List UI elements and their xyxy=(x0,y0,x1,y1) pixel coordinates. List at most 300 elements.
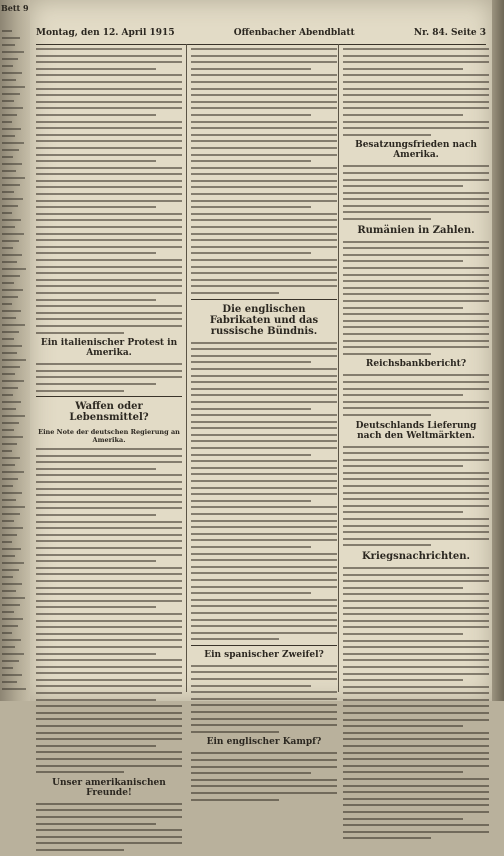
text-line xyxy=(343,274,489,276)
text-line xyxy=(2,128,21,130)
text-line xyxy=(343,353,431,355)
text-line xyxy=(343,260,463,262)
text-line xyxy=(2,51,24,53)
text-line xyxy=(36,325,182,327)
article-body-text xyxy=(343,48,489,136)
text-line xyxy=(191,612,337,614)
text-line xyxy=(343,640,489,642)
article-headline: Ein italienischer Protest in Amerika. xyxy=(40,338,178,359)
text-line xyxy=(191,180,337,182)
text-line xyxy=(343,127,489,129)
text-line xyxy=(36,527,182,529)
masthead xyxy=(36,28,486,45)
text-line xyxy=(2,156,13,158)
text-line xyxy=(36,68,156,70)
text-line xyxy=(343,94,489,96)
text-line xyxy=(36,154,182,156)
text-line xyxy=(343,778,489,780)
text-line xyxy=(191,487,337,489)
text-line xyxy=(2,100,14,102)
text-line xyxy=(343,134,431,136)
article-body-text xyxy=(343,567,489,839)
text-line xyxy=(2,443,17,445)
book-binding xyxy=(492,0,504,701)
text-line xyxy=(36,547,182,549)
text-line xyxy=(36,318,182,320)
text-line xyxy=(36,127,182,129)
text-line xyxy=(36,481,182,483)
text-line xyxy=(36,620,182,622)
text-line xyxy=(343,719,489,721)
issue-date: Montag, den 12. April 1915 xyxy=(36,28,175,38)
article-divider xyxy=(36,396,182,397)
text-line xyxy=(2,338,14,340)
text-line xyxy=(191,55,337,57)
text-line xyxy=(343,205,489,207)
text-line xyxy=(2,184,20,186)
text-line xyxy=(343,824,489,826)
text-line xyxy=(2,380,24,382)
text-line xyxy=(36,488,182,490)
text-line xyxy=(36,332,124,334)
text-line xyxy=(2,93,20,95)
text-line xyxy=(36,842,182,844)
text-line xyxy=(343,518,489,520)
text-line xyxy=(191,368,337,370)
text-line xyxy=(191,766,337,768)
article-headline: Ein englischer Kampf? xyxy=(206,737,322,748)
text-line xyxy=(36,823,156,825)
text-line xyxy=(2,37,20,39)
text-line xyxy=(191,147,337,149)
text-line xyxy=(343,346,489,348)
text-line xyxy=(191,361,311,363)
text-line xyxy=(36,94,182,96)
text-line xyxy=(2,296,18,298)
text-line xyxy=(191,266,337,268)
article-headline: Kriegsnachrichten. xyxy=(361,551,470,562)
text-line xyxy=(36,160,156,162)
text-line xyxy=(36,507,182,509)
text-line xyxy=(191,88,337,90)
text-line xyxy=(36,514,156,516)
text-line xyxy=(191,94,337,96)
text-line xyxy=(343,633,463,635)
text-line xyxy=(191,599,337,601)
text-line xyxy=(343,771,463,773)
text-line xyxy=(36,829,182,831)
text-line xyxy=(191,48,337,50)
text-line xyxy=(2,576,13,578)
text-line xyxy=(191,154,337,156)
column-right xyxy=(343,48,489,844)
text-line xyxy=(36,626,182,628)
text-line xyxy=(191,440,337,442)
text-line xyxy=(36,809,182,811)
column-middle xyxy=(191,48,337,805)
text-line xyxy=(191,619,337,621)
text-line xyxy=(343,55,489,57)
text-line xyxy=(36,200,182,202)
text-line xyxy=(2,625,18,627)
text-line xyxy=(36,299,156,301)
text-line xyxy=(2,681,17,683)
text-line xyxy=(343,185,463,187)
text-line xyxy=(191,226,337,228)
text-line xyxy=(343,525,489,527)
text-line xyxy=(191,342,337,344)
text-line xyxy=(2,387,18,389)
text-line xyxy=(191,671,337,673)
text-line xyxy=(191,140,337,142)
text-line xyxy=(36,653,156,655)
article-headline: Besatzungsfrieden nach Amerika. xyxy=(355,140,477,161)
text-line xyxy=(191,239,337,241)
text-line xyxy=(343,478,489,480)
article-body-text xyxy=(36,363,182,391)
text-line xyxy=(2,79,16,81)
text-line xyxy=(2,653,24,655)
text-line xyxy=(343,68,463,70)
text-line xyxy=(2,373,15,375)
text-line xyxy=(343,679,463,681)
text-line xyxy=(2,499,16,501)
text-line xyxy=(343,804,489,806)
text-line xyxy=(343,333,489,335)
text-line xyxy=(36,134,182,136)
article-divider xyxy=(191,645,337,646)
text-line xyxy=(343,659,489,661)
text-line xyxy=(2,205,18,207)
text-line xyxy=(191,500,311,502)
text-line xyxy=(36,560,156,562)
text-line xyxy=(2,513,20,515)
text-line xyxy=(36,167,182,169)
text-line xyxy=(36,593,182,595)
text-line xyxy=(2,303,12,305)
text-line xyxy=(343,401,489,403)
text-line xyxy=(2,352,17,354)
text-line xyxy=(343,811,489,813)
text-line xyxy=(2,527,23,529)
text-line xyxy=(2,464,15,466)
text-line xyxy=(343,485,489,487)
text-line xyxy=(343,725,463,727)
text-line xyxy=(343,74,489,76)
issue-and-page: Nr. 84. Seite 3 xyxy=(413,28,486,38)
text-line xyxy=(2,583,22,585)
text-line xyxy=(343,179,489,181)
text-line xyxy=(191,434,337,436)
text-line xyxy=(36,803,182,805)
text-line xyxy=(191,460,337,462)
text-line xyxy=(191,779,337,781)
text-line xyxy=(191,74,337,76)
text-line xyxy=(343,465,463,467)
text-line xyxy=(2,191,14,193)
adjacent-page-label: Bett 9 xyxy=(1,3,29,13)
text-line xyxy=(343,287,489,289)
text-line xyxy=(2,317,16,319)
text-line xyxy=(343,459,489,461)
text-line xyxy=(2,233,24,235)
text-line xyxy=(36,672,182,674)
text-line xyxy=(343,381,489,383)
text-line xyxy=(191,186,337,188)
text-line xyxy=(343,752,489,754)
text-line xyxy=(2,121,12,123)
text-line xyxy=(2,569,19,571)
text-line xyxy=(2,65,13,67)
text-line xyxy=(343,785,489,787)
text-line xyxy=(36,699,156,701)
text-line xyxy=(36,836,182,838)
text-line xyxy=(2,611,14,613)
text-line xyxy=(191,685,311,687)
text-line xyxy=(343,388,489,390)
text-line xyxy=(36,718,182,720)
text-line xyxy=(36,180,182,182)
text-line xyxy=(36,712,182,714)
text-line xyxy=(191,394,337,396)
text-line xyxy=(343,705,489,707)
text-line xyxy=(36,173,182,175)
text-line xyxy=(191,401,337,403)
text-line xyxy=(343,61,489,63)
text-line xyxy=(2,422,19,424)
text-line xyxy=(343,653,489,655)
text-line xyxy=(36,305,182,307)
text-line xyxy=(191,134,337,136)
text-line xyxy=(2,674,22,676)
text-line xyxy=(36,679,182,681)
text-line xyxy=(2,107,23,109)
text-line xyxy=(2,667,13,669)
text-line xyxy=(343,593,489,595)
text-line xyxy=(36,74,182,76)
text-line xyxy=(191,252,311,254)
text-line xyxy=(343,313,489,315)
text-line xyxy=(2,660,19,662)
text-line xyxy=(36,468,156,470)
text-line xyxy=(36,81,182,83)
text-line xyxy=(36,521,182,523)
text-line xyxy=(191,285,337,287)
text-line xyxy=(2,555,15,557)
text-line xyxy=(191,160,311,162)
article-body-text xyxy=(36,803,182,851)
text-line xyxy=(191,691,337,693)
text-line xyxy=(191,427,337,429)
text-line xyxy=(191,559,337,561)
text-line xyxy=(191,480,337,482)
text-line xyxy=(36,705,182,707)
text-line xyxy=(36,252,156,254)
text-line xyxy=(191,605,337,607)
text-line xyxy=(191,638,279,640)
text-line xyxy=(36,540,182,542)
text-line xyxy=(2,282,14,284)
text-line xyxy=(2,275,20,277)
text-line xyxy=(191,173,337,175)
text-line xyxy=(2,324,25,326)
article-body-text xyxy=(343,374,489,416)
text-line xyxy=(36,580,182,582)
text-line xyxy=(2,618,23,620)
text-line xyxy=(343,340,489,342)
text-line xyxy=(343,211,489,213)
text-line xyxy=(343,686,489,688)
text-line xyxy=(2,436,23,438)
text-line xyxy=(36,370,182,372)
text-line xyxy=(36,725,182,727)
text-line xyxy=(343,646,489,648)
text-line xyxy=(2,30,12,32)
text-line xyxy=(343,241,489,243)
text-line xyxy=(191,206,311,208)
text-line xyxy=(36,219,182,221)
text-line xyxy=(36,186,182,188)
text-line xyxy=(343,446,489,448)
text-line xyxy=(191,447,337,449)
text-line xyxy=(36,88,182,90)
text-line xyxy=(36,646,182,648)
text-line xyxy=(36,771,124,773)
text-line xyxy=(343,472,489,474)
text-line xyxy=(343,745,489,747)
text-line xyxy=(191,68,311,70)
text-line xyxy=(191,193,337,195)
text-line xyxy=(36,501,182,503)
text-line xyxy=(343,267,489,269)
newspaper-page xyxy=(30,0,492,798)
text-line xyxy=(36,233,182,235)
article-body-text xyxy=(191,48,337,294)
text-line xyxy=(343,107,489,109)
text-line xyxy=(36,738,182,740)
text-line xyxy=(191,454,311,456)
text-line xyxy=(343,531,489,533)
text-line xyxy=(36,140,182,142)
text-line xyxy=(2,408,16,410)
text-line xyxy=(36,292,182,294)
text-line xyxy=(36,633,182,635)
text-line xyxy=(343,326,489,328)
text-line xyxy=(343,320,489,322)
text-line xyxy=(36,448,182,450)
text-line xyxy=(36,266,182,268)
text-line xyxy=(191,473,337,475)
text-line xyxy=(191,81,337,83)
text-line xyxy=(2,478,18,480)
text-line xyxy=(343,818,463,820)
text-line xyxy=(343,666,489,668)
text-line xyxy=(2,135,15,137)
text-line xyxy=(343,600,489,602)
text-line xyxy=(191,520,337,522)
article-body-text xyxy=(36,448,182,773)
text-line xyxy=(191,752,337,754)
text-line xyxy=(343,280,489,282)
text-line xyxy=(343,48,489,50)
text-line xyxy=(2,639,21,641)
text-line xyxy=(36,567,182,569)
text-line xyxy=(191,272,337,274)
text-line xyxy=(36,114,156,116)
text-line xyxy=(36,121,182,123)
text-line xyxy=(191,375,337,377)
text-line xyxy=(343,712,489,714)
text-line xyxy=(2,219,21,221)
text-line xyxy=(343,198,489,200)
text-line xyxy=(343,114,463,116)
article-divider xyxy=(191,299,337,300)
text-line xyxy=(343,218,431,220)
text-line xyxy=(2,331,19,333)
text-line xyxy=(2,86,25,88)
article-body-text xyxy=(191,665,337,733)
text-line xyxy=(36,751,182,753)
text-line xyxy=(191,632,337,634)
text-line xyxy=(191,799,279,801)
text-line xyxy=(343,692,489,694)
text-line xyxy=(343,831,489,833)
article-body-text xyxy=(343,165,489,220)
text-line xyxy=(36,666,182,668)
text-line xyxy=(2,345,22,347)
article-headline: Unser amerikanischen Freunde! xyxy=(52,777,166,798)
text-line xyxy=(343,798,489,800)
text-line xyxy=(191,698,337,700)
text-line xyxy=(36,732,182,734)
article-body-text xyxy=(191,342,337,641)
text-line xyxy=(2,198,23,200)
text-line xyxy=(36,61,182,63)
text-line xyxy=(343,407,489,409)
text-line xyxy=(343,620,489,622)
text-line xyxy=(36,573,182,575)
text-line xyxy=(2,492,22,494)
text-line xyxy=(2,415,25,417)
text-line xyxy=(191,506,337,508)
text-line xyxy=(191,665,337,667)
text-line xyxy=(191,233,337,235)
text-line xyxy=(191,592,311,594)
text-line xyxy=(191,586,337,588)
text-line xyxy=(191,61,337,63)
text-line xyxy=(2,485,13,487)
text-line xyxy=(343,121,489,123)
text-line xyxy=(36,312,182,314)
text-line xyxy=(191,704,337,706)
text-line xyxy=(191,572,337,574)
text-line xyxy=(191,414,337,416)
text-line xyxy=(343,732,489,734)
text-line xyxy=(191,785,337,787)
text-line xyxy=(36,55,182,57)
text-line xyxy=(36,376,182,378)
text-line xyxy=(36,461,182,463)
text-line xyxy=(2,450,12,452)
text-line xyxy=(343,414,431,416)
text-line xyxy=(191,348,337,350)
text-line xyxy=(343,498,489,500)
text-line xyxy=(36,758,182,760)
text-line xyxy=(36,816,182,818)
text-line xyxy=(191,678,337,680)
text-line xyxy=(191,408,311,410)
text-line xyxy=(2,394,13,396)
